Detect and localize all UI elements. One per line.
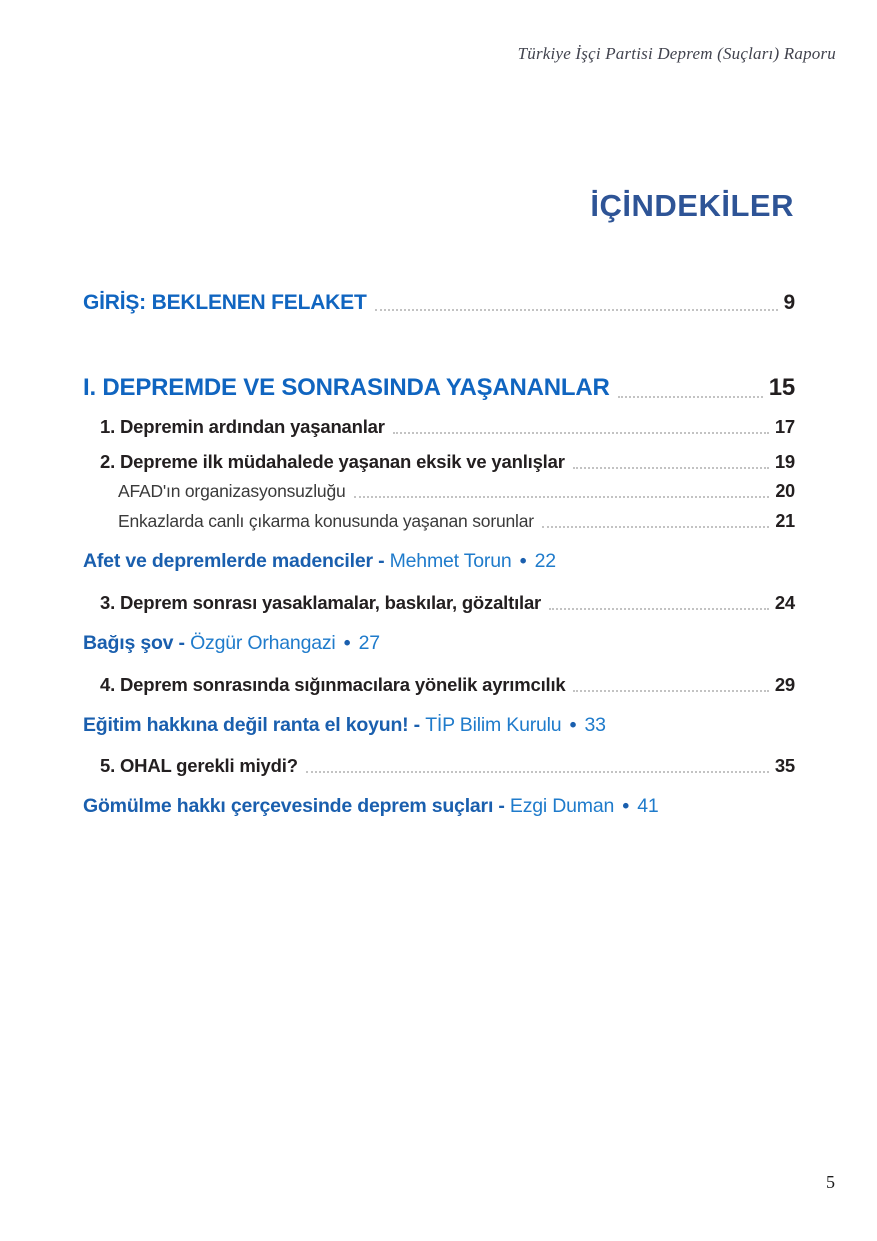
essay-title: Gömülme hakkı çerçevesinde deprem suçları - bbox=[83, 795, 510, 817]
dotted-leader bbox=[549, 608, 769, 610]
toc-entry-section-2[interactable] bbox=[83, 451, 795, 473]
toc-title: İÇİNDEKİLER bbox=[590, 188, 794, 223]
dotted-leader bbox=[306, 771, 769, 773]
toc-entry-subsection-afad[interactable] bbox=[83, 481, 795, 502]
dotted-leader bbox=[393, 432, 769, 434]
essay-author: TİP Bilim Kurulu bbox=[425, 714, 562, 736]
toc-entry-label: 1. Depremin ardından yaşananlar bbox=[100, 416, 385, 437]
essay-title: Eğitim hakkına değil ranta el koyun! - bbox=[83, 714, 426, 736]
toc-entry-part-1[interactable] bbox=[83, 374, 795, 402]
dotted-leader bbox=[354, 496, 770, 498]
toc-page-number: 15 bbox=[768, 374, 795, 401]
toc-page-number: 17 bbox=[774, 416, 795, 437]
toc-entry-giris[interactable] bbox=[83, 291, 795, 315]
dotted-leader bbox=[542, 526, 769, 528]
toc-page-number: 19 bbox=[774, 451, 795, 472]
toc-entry-label: AFAD'ın organizasyonsuzluğu bbox=[118, 481, 346, 501]
essay-author: Mehmet Torun bbox=[389, 550, 512, 572]
toc-page-number: 24 bbox=[774, 592, 795, 613]
toc-page-number: 35 bbox=[774, 755, 795, 776]
toc-entry-subsection-enkaz[interactable] bbox=[83, 511, 795, 532]
toc-page-number: 29 bbox=[774, 674, 795, 695]
toc-entry-section-4[interactable] bbox=[83, 674, 795, 696]
essay-title: Bağış şov - bbox=[83, 632, 191, 654]
essay-author: Ezgi Duman bbox=[509, 795, 615, 817]
toc-entry-section-1[interactable] bbox=[83, 416, 795, 438]
essay-page-number: 41 bbox=[637, 795, 659, 817]
dotted-leader bbox=[573, 467, 769, 469]
toc-entry-label: 2. Depreme ilk müdahalede yaşanan eksik ve yanlışlar bbox=[100, 451, 565, 472]
toc-entry-essay-bagis-sov[interactable] bbox=[83, 632, 795, 655]
toc-page-number: 9 bbox=[783, 291, 795, 314]
bullet-separator: • bbox=[622, 795, 629, 817]
essay-page-number: 33 bbox=[584, 714, 606, 736]
bullet-separator: • bbox=[569, 714, 577, 736]
essay-page-number: 27 bbox=[358, 632, 380, 654]
toc-entry-label: GİRİŞ: BEKLENEN FELAKET bbox=[83, 291, 367, 314]
page-folio: 5 bbox=[826, 1172, 835, 1192]
running-header: Türkiye İşçi Partisi Deprem (Suçları) Raporu bbox=[517, 44, 836, 63]
toc-entry-label: 4. Deprem sonrasında sığınmacılara yönelik ayrımcılık bbox=[100, 674, 566, 695]
toc-entry-label: 3. Deprem sonrası yasaklamalar, baskılar, gözaltılar bbox=[100, 592, 542, 613]
toc-entry-essay-egitim[interactable] bbox=[83, 714, 795, 737]
essay-title: Afet ve depremlerde madenciler - bbox=[83, 550, 390, 572]
toc-entry-essay-gomulme[interactable] bbox=[83, 795, 795, 818]
toc-entry-label: 5. OHAL gerekli miydi? bbox=[100, 755, 298, 776]
toc-entry-label: I. DEPREMDE VE SONRASINDA YAŞANANLAR bbox=[83, 374, 610, 401]
essay-page-number: 22 bbox=[534, 550, 556, 572]
toc-entry-essay-madenciler[interactable] bbox=[83, 550, 795, 573]
toc-page-number: 21 bbox=[775, 511, 795, 531]
bullet-separator: • bbox=[519, 550, 527, 572]
dotted-leader bbox=[375, 309, 778, 311]
toc-entry-label: Enkazlarda canlı çıkarma konusunda yaşanan sorunlar bbox=[118, 511, 534, 531]
dotted-leader bbox=[618, 396, 763, 398]
essay-author: Özgür Orhangazi bbox=[190, 632, 336, 654]
toc-entry-section-5[interactable] bbox=[83, 755, 795, 777]
bullet-separator: • bbox=[343, 632, 351, 654]
toc-page-number: 20 bbox=[775, 481, 795, 501]
dotted-leader bbox=[573, 690, 768, 692]
toc-entry-section-3[interactable] bbox=[83, 592, 795, 614]
